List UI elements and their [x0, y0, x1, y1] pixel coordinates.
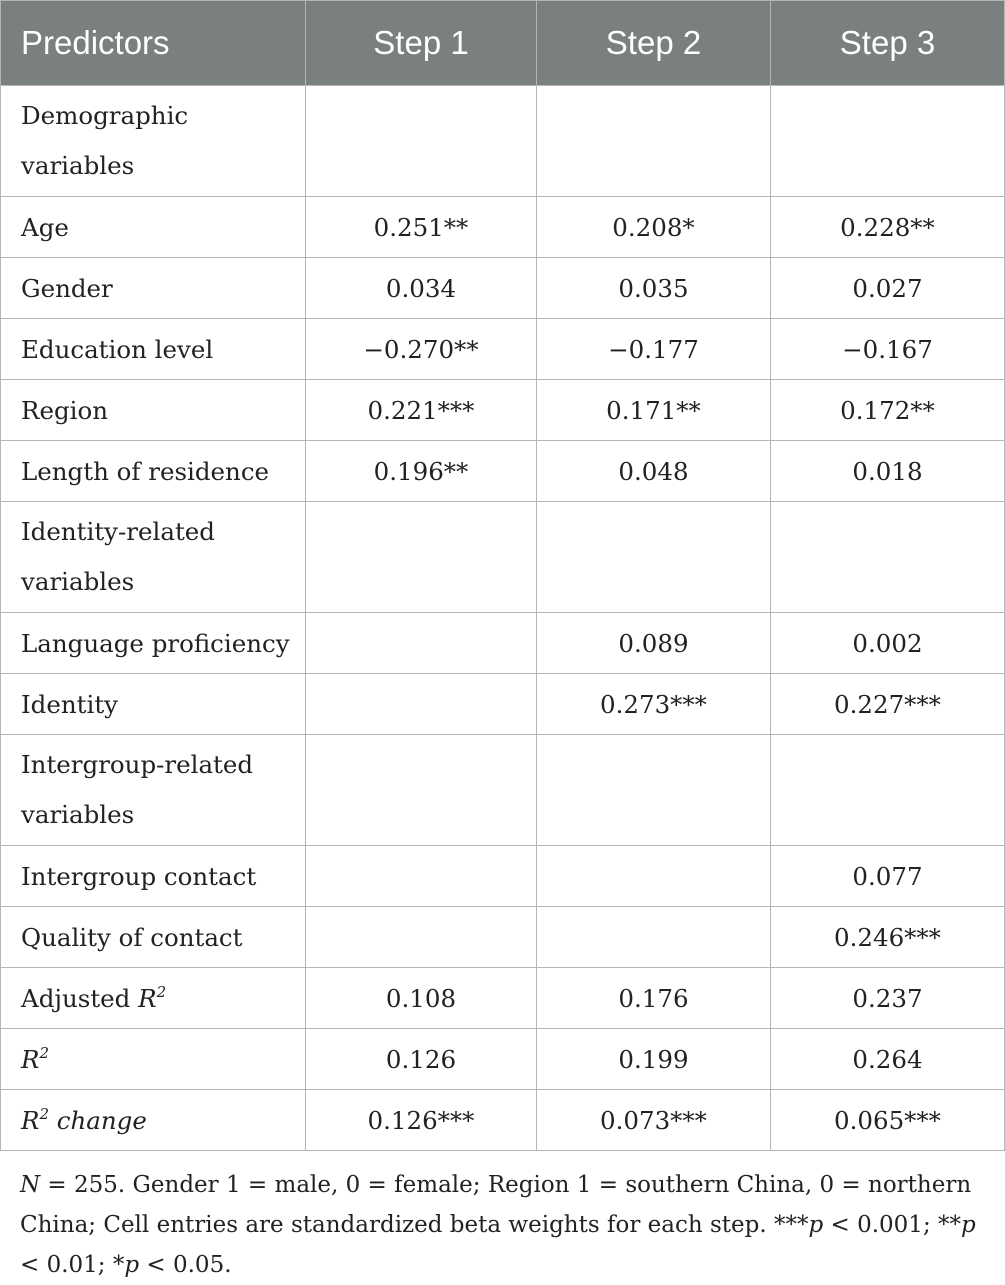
cell-step-1: 0.034	[306, 258, 537, 319]
table-row-quality-of-contact	[1, 907, 1005, 968]
cell-step-2: 0.073***	[537, 1090, 771, 1151]
table-row-intergroup-contact	[1, 846, 1005, 907]
cell-step-3: 0.027	[771, 258, 1005, 319]
superscript: 2	[156, 982, 167, 1001]
cell-step-1	[306, 613, 537, 674]
footnote-text: = 255. Gender 1 = male, 0 = female; Region 1 = southern China, 0 = northern China; Cell	[20, 1172, 972, 1238]
table-footnote	[0, 1151, 995, 1285]
cell-step-1: 0.108	[306, 968, 537, 1029]
cell-step-1	[306, 907, 537, 968]
n-symbol: N	[20, 1172, 41, 1198]
cell-step-3: 0.227***	[771, 674, 1005, 735]
cell-step-3: 0.077	[771, 846, 1005, 907]
table-row-adjusted-r2	[1, 968, 1005, 1029]
row-label: Age	[1, 197, 306, 258]
p-symbol: p	[961, 1212, 976, 1238]
cell-step-3: −0.167	[771, 319, 1005, 380]
label-suffix: change	[49, 1105, 147, 1135]
table-row-education-level	[1, 319, 1005, 380]
row-label-line: variables	[21, 567, 135, 596]
header-step-3: Step 3	[771, 1, 1005, 86]
cell-step-3: 0.237	[771, 968, 1005, 1029]
cell-step-2: 0.208*	[537, 197, 771, 258]
header-row	[1, 1, 1005, 86]
cell-step-2: 0.273***	[537, 674, 771, 735]
cell-step-2	[537, 735, 771, 846]
footnote-text: < 0.001; **	[823, 1212, 962, 1238]
row-label: Education level	[1, 319, 306, 380]
cell-step-2: −0.177	[537, 319, 771, 380]
row-label-line: Demographic	[21, 101, 189, 130]
cell-step-1	[306, 502, 537, 613]
cell-step-3	[771, 86, 1005, 197]
r-symbol: R	[21, 1105, 40, 1135]
cell-step-3: 0.228**	[771, 197, 1005, 258]
cell-step-1	[306, 86, 537, 197]
header-predictors: Predictors	[1, 1, 306, 86]
row-label-line: variables	[21, 800, 135, 829]
row-label: Intergroup contact	[1, 846, 306, 907]
superscript: 2	[39, 1104, 49, 1123]
row-label-line: variables	[21, 151, 135, 180]
footnote-text: < 0.05.	[139, 1252, 232, 1278]
p-symbol: p	[808, 1212, 824, 1238]
cell-step-3	[771, 502, 1005, 613]
cell-step-1: 0.221***	[306, 380, 537, 441]
row-label: Language proficiency	[1, 613, 306, 674]
cell-step-1	[306, 846, 537, 907]
table-row-language-proficiency	[1, 613, 1005, 674]
table-row-r2	[1, 1029, 1005, 1090]
row-label: Quality of contact	[1, 907, 306, 968]
table-row-demographic-heading	[1, 86, 1005, 197]
cell-step-1: 0.196**	[306, 441, 537, 502]
cell-step-2	[537, 86, 771, 197]
table-row-r2-change	[1, 1090, 1005, 1151]
table-row-gender	[1, 258, 1005, 319]
cell-step-2	[537, 846, 771, 907]
row-label-line: Intergroup-related	[21, 750, 254, 779]
cell-step-3: 0.172**	[771, 380, 1005, 441]
cell-step-2: 0.089	[537, 613, 771, 674]
row-label: Gender	[1, 258, 306, 319]
cell-step-1: 0.251**	[306, 197, 537, 258]
cell-step-1: −0.270**	[306, 319, 537, 380]
cell-step-2	[537, 502, 771, 613]
row-label: Identity	[1, 674, 306, 735]
cell-step-3: 0.264	[771, 1029, 1005, 1090]
cell-step-3	[771, 735, 1005, 846]
cell-step-1	[306, 674, 537, 735]
r-symbol: R	[138, 983, 157, 1013]
p-symbol: p	[124, 1252, 140, 1278]
r-symbol: R	[21, 1044, 40, 1074]
table-row-identity-heading	[1, 502, 1005, 613]
cell-step-3: 0.002	[771, 613, 1005, 674]
table-row-length-of-residence	[1, 441, 1005, 502]
cell-step-2	[537, 907, 771, 968]
cell-step-1: 0.126***	[306, 1090, 537, 1151]
row-label-line: Identity-related	[21, 517, 215, 546]
row-label	[1, 1029, 306, 1090]
cell-step-2: 0.171**	[537, 380, 771, 441]
table-row-region	[1, 380, 1005, 441]
table-row-identity	[1, 674, 1005, 735]
superscript: 2	[39, 1043, 49, 1062]
row-label	[1, 86, 306, 197]
row-label: Region	[1, 380, 306, 441]
row-label	[1, 735, 306, 846]
header-step-2: Step 2	[537, 1, 771, 86]
table-row-intergroup-heading	[1, 735, 1005, 846]
footnote-text: entries are standardized beta weights for each step. ***	[156, 1212, 809, 1238]
label-prefix: Adjusted	[21, 983, 139, 1013]
table-row-age	[1, 197, 1005, 258]
cell-step-2: 0.048	[537, 441, 771, 502]
cell-step-1	[306, 735, 537, 846]
cell-step-2: 0.176	[537, 968, 771, 1029]
cell-step-3: 0.018	[771, 441, 1005, 502]
cell-step-2: 0.199	[537, 1029, 771, 1090]
cell-step-1: 0.126	[306, 1029, 537, 1090]
cell-step-3: 0.246***	[771, 907, 1005, 968]
row-label	[1, 502, 306, 613]
row-label	[1, 968, 306, 1029]
cell-step-2: 0.035	[537, 258, 771, 319]
row-label: Length of residence	[1, 441, 306, 502]
header-step-1: Step 1	[306, 1, 537, 86]
cell-step-3: 0.065***	[771, 1090, 1005, 1151]
footnote-text: < 0.01; *	[20, 1252, 125, 1278]
row-label	[1, 1090, 306, 1151]
